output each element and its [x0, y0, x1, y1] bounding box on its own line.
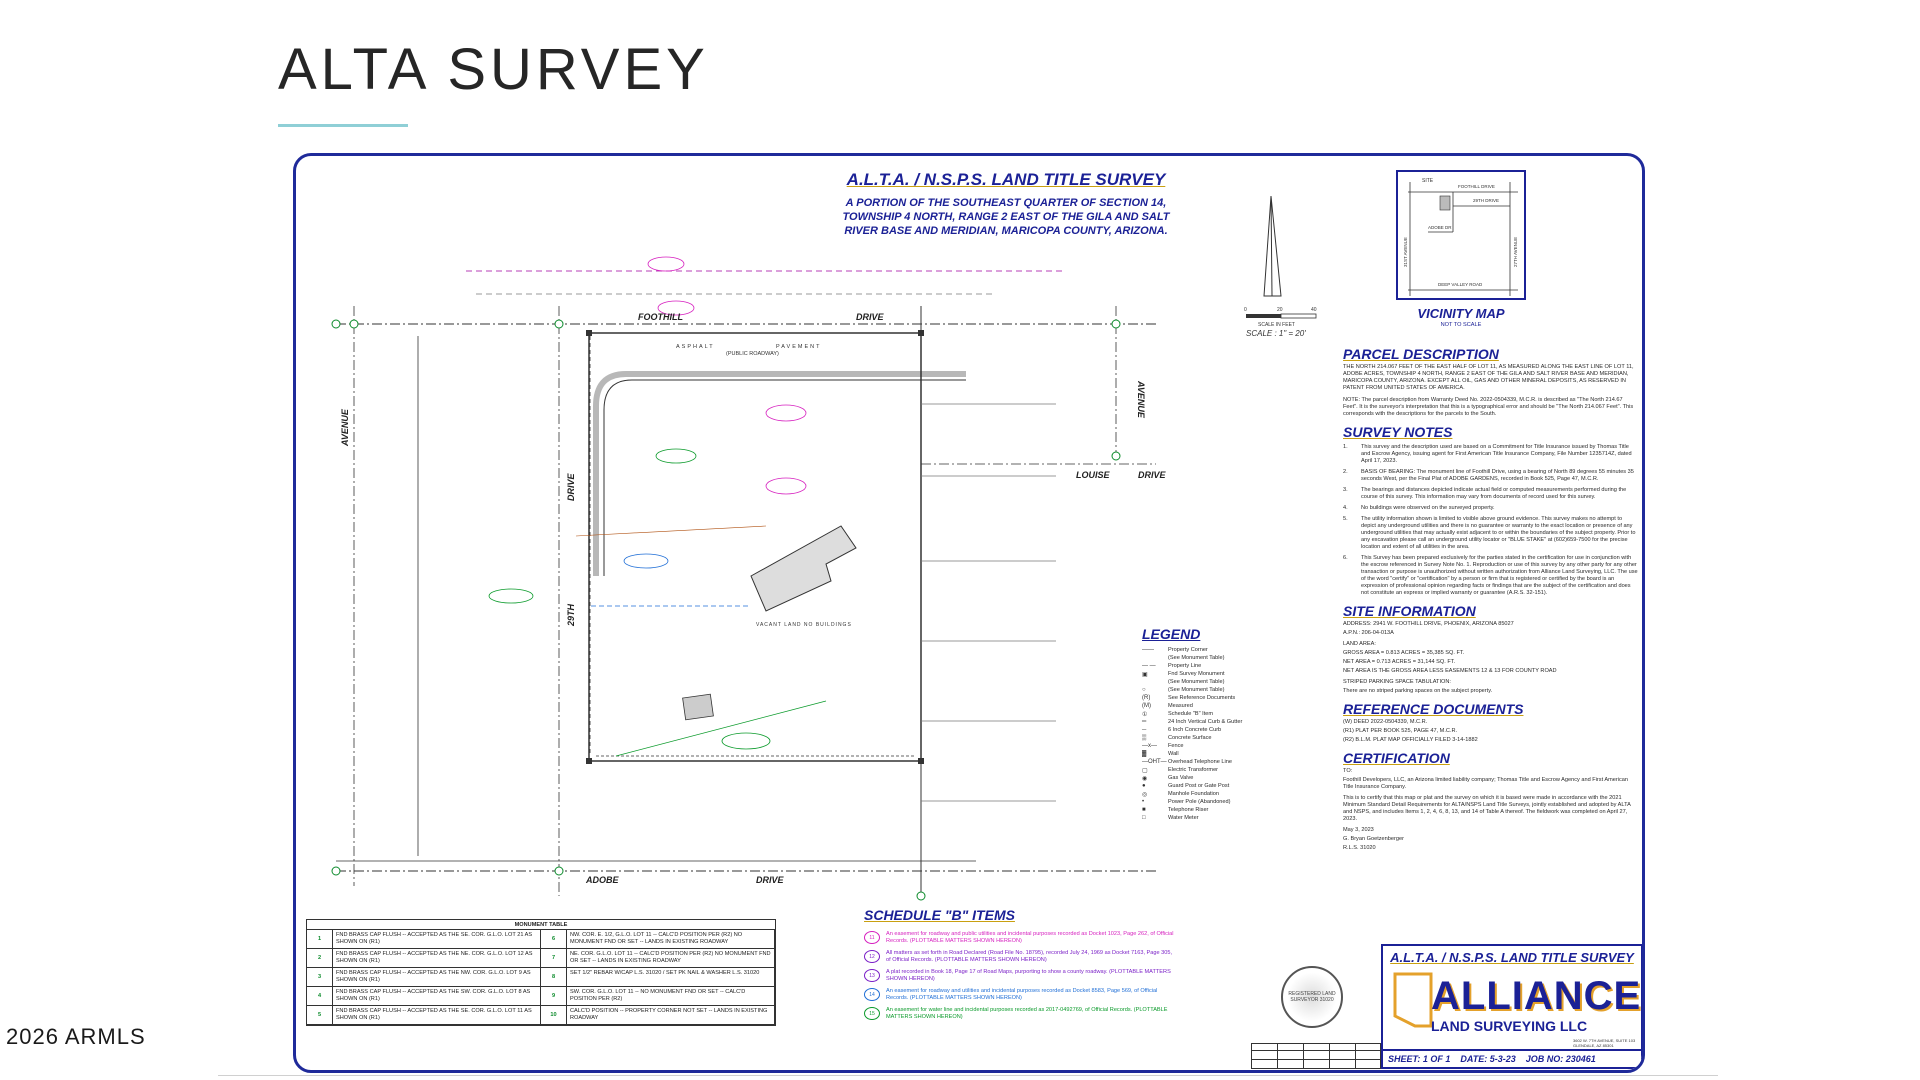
- vicinity-subtitle: NOT TO SCALE: [1440, 322, 1482, 328]
- legend-item: [1142, 774, 1342, 782]
- legend-item: [1142, 710, 1342, 718]
- schedule-b-text: An easement for roadway and public utilities and incidental purposes recorded as Docket 1023, Page 262, of Official Records. (PLOTTABLE MATTERS SHOWN HEREON): [886, 931, 1174, 944]
- company-address: 3602 W. 7TH AVENUE, SUITE 103 GLENDALE, AZ 85301: [1573, 1038, 1636, 1048]
- surveyor-seal: [1281, 966, 1343, 1028]
- monument-desc: FND BRASS CAP FLUSH -- ACCEPTED AS THE NW. COR. G.L.O. LOT 9 AS SHOWN ON (R1): [333, 968, 541, 987]
- legend-label: Overhead Telephone Line: [1168, 759, 1232, 765]
- legend-title: LEGEND: [1142, 626, 1201, 642]
- survey-note-number: 5.: [1343, 516, 1348, 522]
- concrete-pad: [751, 526, 856, 611]
- monument-id: 1: [307, 930, 333, 949]
- legend-item: [1142, 742, 1342, 750]
- green-easement-line: [616, 701, 826, 756]
- schedule-b-id: 14: [864, 988, 880, 1001]
- title-block-title: A.L.T.A. / N.S.P.S. LAND TITLE SURVEY: [1390, 950, 1634, 965]
- legend-symbol: ○: [1142, 687, 1146, 693]
- site-information-title: SITE INFORMATION: [1343, 603, 1476, 619]
- legend-item: [1142, 646, 1342, 654]
- legend-label: See Reference Documents: [1168, 695, 1236, 701]
- survey-note-text: This Survey has been prepared exclusively for the parties stated in the certification for use in conjunction with the escrow referenced in Survey Note No. 1. Reproduction or use of this survey by any other party for any other transaction or purpose is unauthorized without written authorization from Alliance Land Surveying, LLC. The use of the word "certify" or "certification" by a person or firm that is registered or certified by the board is an expression of professional opinion regarding facts or findings that are the subject of the certification and does not constitute an express or implied warranty or guarantee (A.R.S. 32-151).: [1361, 555, 1638, 596]
- parcel-corners: [586, 330, 924, 764]
- copyright-watermark: 2026 ARMLS: [2, 1024, 150, 1050]
- schedule-b-item: [864, 931, 1174, 945]
- schedule-b-text: A plat recorded in Book 18, Page 17 of Road Maps, purporting to show a county roadway. (PLOTTABLE MATTERS SHOWN HEREON): [886, 969, 1171, 982]
- legend-label: Measured: [1168, 703, 1193, 709]
- legend-label: Schedule "B" Item: [1168, 711, 1214, 717]
- survey-note-number: 3.: [1343, 487, 1348, 493]
- survey-note: [1343, 469, 1638, 483]
- legend-label: (See Monument Table): [1168, 655, 1225, 661]
- monument-id: 4: [307, 987, 333, 1006]
- legend-label: Fence: [1168, 743, 1184, 749]
- scale-tick-20: 20: [1277, 307, 1283, 313]
- legend-list: [1142, 646, 1342, 822]
- street-label-foothill: FOOTHILL: [638, 312, 683, 322]
- monument-id: 2: [307, 949, 333, 968]
- legend-symbol: (R): [1142, 695, 1151, 701]
- vicinity-label-adobe: ADOBE DR: [1428, 225, 1452, 230]
- survey-note: [1343, 487, 1638, 501]
- site-parking-label: STRIPED PARKING SPACE TABULATION:: [1343, 679, 1451, 685]
- vicinity-label-29th: 29TH DRIVE: [1473, 198, 1500, 203]
- survey-note-text: BASIS OF BEARING: The monument line of Foothill Drive, using a bearing of North 89 degrees 55 minutes 35 seconds West, per the Final Plat of ADOBE GARDENS, recorded in Book 525, Page 47, M.C.R.: [1361, 469, 1634, 482]
- title-block-footer: [1383, 1049, 1641, 1067]
- monument-desc: CALC'D POSITION -- PROPERTY CORNER NOT SET -- LANDS IN EXISTING ROADWAY: [567, 1006, 775, 1025]
- notes-column: [1343, 340, 1638, 852]
- schedule-b-item: [864, 988, 1174, 1002]
- survey-note-number: 1.: [1343, 444, 1348, 450]
- monument-desc: NW. COR. E. 1/2, G.L.O. LOT 11 -- CALC'D POSITION PER (R2) NO MONUMENT FND OR SET -- LANDS IN EXISTING ROADWAY: [567, 930, 775, 949]
- schedule-b-text: An easement for water line and incidental purposes recorded as 2017-0492769, of Official Records. (PLOTTABLE MATTERS SHOWN HEREON): [886, 1007, 1168, 1020]
- legend-item: [1142, 678, 1342, 686]
- monument-desc: FND BRASS CAP FLUSH -- ACCEPTED AS THE SE. COR. G.L.O. LOT 21 AS SHOWN ON (R1): [333, 930, 541, 949]
- legend-item: [1142, 798, 1342, 806]
- site-net-area: NET AREA = 0.713 ACRES = 31,144 SQ. FT.: [1343, 659, 1456, 665]
- legend-label: 6 Inch Concrete Curb: [1168, 727, 1222, 733]
- certification-to: TO:: [1343, 768, 1353, 774]
- survey-note-text: The utility information shown is limited to visible above ground evidence. This survey makes no attempt to depict any underground utilities and there is no guarantee or warranty to the exact location or presence of any underground utilities that may actually exist adjacent to or within the boundaries of the subject property. Prior to any excavation please call an underground utility locator or "BLUE STAKE" at (602)659-7500 for the precise location and extent of all utilities in the area.: [1361, 516, 1636, 550]
- site-parking: There are no striped parking spaces on the subject property.: [1343, 688, 1493, 694]
- legend-symbol: (M): [1142, 703, 1151, 709]
- survey-subtitle-3: RIVER BASE AND MERIDIAN, MARICOPA COUNTY, ARIZONA.: [844, 225, 1168, 237]
- legend-item: [1142, 694, 1342, 702]
- monument-desc: NE. COR. G.L.O. LOT 11 -- CALC'D POSITION PER (R2) NO MONUMENT FND OR SET -- LANDS IN EXISTING ROADWAY: [567, 949, 775, 968]
- survey-notes-title: SURVEY NOTES: [1343, 424, 1453, 440]
- legend-label: Fnd Survey Monument: [1168, 671, 1225, 677]
- legend-symbol: —OHT—: [1142, 759, 1167, 765]
- monument-table: [306, 919, 776, 1026]
- certification-date: May 3, 2023: [1343, 827, 1374, 833]
- legend-item: [1142, 654, 1342, 662]
- parcel-description-title: PARCEL DESCRIPTION: [1343, 346, 1499, 362]
- legend-symbol: •: [1142, 799, 1145, 805]
- legend-symbol: ①: [1142, 711, 1148, 718]
- legend-symbol: ◎: [1142, 791, 1148, 798]
- site-apn: A.P.N.: 206-04-013A: [1343, 630, 1394, 636]
- legend-symbol: — —: [1142, 663, 1156, 669]
- certification-text: This is to certify that this map or plat and the survey on which it is based were made in accordance with the 2021 Minimum Standard Detail Requirements for ALTA/NSPS Land Title Surveys, jointly established and adopted by ALTA and NSPS, and includes Items 1, 2, 4, 6, 8, 13, and 14 of Table A thereof. The fieldwork was completed on April 27, 2023.: [1343, 795, 1631, 822]
- schedule-b-id: 15: [864, 1007, 880, 1020]
- survey-subtitle-1: A PORTION OF THE SOUTHEAST QUARTER OF SECTION 14,: [845, 197, 1167, 209]
- legend-item: [1142, 790, 1342, 798]
- legend-label: Water Meter: [1168, 815, 1199, 821]
- legend-item: [1142, 806, 1342, 814]
- parcel-description-text: THE NORTH 214.067 FEET OF THE EAST HALF OF LOT 11, AS MEASURED ALONG THE EAST LINE OF LOT 11, ADOBE ACRES, TOWNSHIP 4 NORTH, RANGE 2 EAST OF THE GILA AND SALT RIVER BASE AND MERIDIAN, MARICOPA COUNTY, ARIZONA. EXCEPT ALL OIL, GAS AND OTHER MINERAL DEPOSITS, AS RESERVED IN PATENT FROM UNITED STATES OF AMERICA.: [1343, 364, 1634, 391]
- vicinity-map: [1396, 170, 1526, 300]
- site-net-note: NET AREA IS THE GROSS AREA LESS EASEMENTS 12 & 13 FOR COUNTY ROAD: [1343, 668, 1557, 674]
- small-concrete-pad: [683, 694, 714, 720]
- survey-subtitle-2: TOWNSHIP 4 NORTH, RANGE 2 EAST OF THE GILA AND SALT: [842, 211, 1170, 223]
- company-brand-sub: LAND SURVEYING LLC: [1431, 1018, 1588, 1034]
- sheet-number: SHEET: 1 OF 1: [1388, 1054, 1451, 1064]
- monument-id: 10: [541, 1006, 567, 1025]
- vicinity-label-27th: 27TH AVENUE: [1513, 236, 1518, 267]
- street-label-29th: 29TH: [566, 603, 576, 626]
- legend-item: [1142, 702, 1342, 710]
- legend-symbol: ▓: [1142, 751, 1147, 757]
- legend-item: [1142, 686, 1342, 694]
- scale-label: SCALE IN FEET: [1258, 322, 1295, 328]
- legend-label: Telephone Riser: [1168, 807, 1209, 813]
- legend-label: Property Line: [1168, 663, 1202, 669]
- north-arrow: [1264, 196, 1281, 296]
- certification-surveyor: G. Bryan Goetzenberger: [1343, 836, 1404, 842]
- legend-label: Guard Post or Gate Post: [1168, 783, 1230, 789]
- schedule-b-list: [864, 926, 1174, 1021]
- reference-document: (R2) B.L.M. PLAT MAP OFFICIALLY FILED 3-14-1882: [1343, 737, 1478, 743]
- monument-id: 3: [307, 968, 333, 987]
- street-label-adobe: ADOBE: [586, 875, 619, 885]
- scale-value: SCALE : 1" = 20': [1246, 329, 1306, 338]
- survey-note-text: The bearings and distances depicted indicate actual field or computed measurements performed during the course of this survey. This information may vary from documents of record used for this survey.: [1361, 487, 1627, 500]
- legend-symbol: ▣: [1142, 671, 1148, 678]
- legend-symbol: ●: [1142, 783, 1146, 789]
- legend-symbol: ■: [1142, 807, 1146, 813]
- monument-desc: SET 1/2" REBAR W/CAP L.S. 31020 / SET PK NAIL & WASHER L.S. 31020: [567, 968, 775, 987]
- legend-label: Gas Valve: [1168, 775, 1194, 781]
- legend-label: (See Monument Table): [1168, 687, 1225, 693]
- survey-note: [1343, 444, 1638, 465]
- parcel-boundary: [589, 333, 921, 761]
- bottom-rule: [218, 1075, 1718, 1076]
- legend-symbol: —x—: [1142, 743, 1157, 749]
- property-corners: [332, 320, 1120, 900]
- survey-note-text: This survey and the description used are based on a Commitment for Title Insurance issued by Thomas Title and Escrow Agency, issuing agent for First American Title Insurance Company, File Number 1235714Z, dated April 17, 2023.: [1361, 444, 1632, 464]
- legend-item: [1142, 782, 1342, 790]
- vicinity-label-deep-valley: DEEP VALLEY ROAD: [1438, 282, 1483, 287]
- legend-symbol: ▒: [1142, 735, 1147, 741]
- legend-symbol: ▢: [1142, 767, 1148, 774]
- schedule-b-item: [864, 969, 1174, 983]
- scale-tick-0: 0: [1244, 307, 1247, 313]
- surveyor-seal-text: REGISTERED LAND SURVEYOR 31020: [1288, 991, 1336, 1003]
- page-title: ALTA SURVEY: [278, 37, 709, 102]
- schedule-b-item: [864, 1007, 1174, 1021]
- monument-id: 6: [541, 930, 567, 949]
- legend-label: (See Monument Table): [1168, 679, 1225, 685]
- legend-label: Manhole Foundation: [1168, 791, 1220, 797]
- legend-label: Concrete Surface: [1168, 735, 1212, 741]
- title-underline: [278, 124, 408, 127]
- schedule-b-id: 11: [864, 931, 880, 944]
- legend-item: [1142, 718, 1342, 726]
- scale-tick-40: 40: [1311, 307, 1317, 313]
- legend-label: Property Corner: [1168, 647, 1208, 653]
- monument-id: 8: [541, 968, 567, 987]
- vicinity-map-drawing: [1398, 172, 1524, 298]
- street-label-avenue: AVENUE: [340, 409, 350, 446]
- company-brand: ALLIANCE: [1431, 974, 1642, 1018]
- legend-item: [1142, 814, 1342, 822]
- street-label-louise-drive: DRIVE: [1138, 470, 1166, 480]
- legend-symbol: ═: [1142, 719, 1147, 725]
- legend-item: [1142, 670, 1342, 678]
- legend-item: [1142, 758, 1342, 766]
- survey-sheet: [293, 153, 1645, 1073]
- certification-parties: Foothill Developers, LLC, an Arizona limited liability company; Thomas Title and Escrow Agency and First American Title Insurance Company.: [1343, 777, 1628, 790]
- certification-title: CERTIFICATION: [1343, 750, 1450, 766]
- monument-desc: FND BRASS CAP FLUSH -- ACCEPTED AS THE SE. COR. G.L.O. LOT 11 AS SHOWN ON (R1): [333, 1006, 541, 1025]
- certification-rls: R.L.S. 31020: [1343, 845, 1376, 851]
- legend-label: 24 Inch Vertical Curb & Gutter: [1168, 719, 1243, 725]
- monument-desc: SW. COR. G.L.O. LOT 11 -- NO MONUMENT FND OR SET -- CALC'D POSITION PER (R2): [567, 987, 775, 1006]
- legend-item: [1142, 734, 1342, 742]
- asphalt-curb: [596, 374, 966, 576]
- street-label-foothill-drive: DRIVE: [856, 312, 884, 322]
- legend-symbol: ─: [1142, 727, 1147, 733]
- legend-item: [1142, 766, 1342, 774]
- schedule-b-text: An easement for roadway and utilities and incidental purposes recorded as Docket 8583, Page 569, of Official Records. (PLOTTABLE MATTERS SHOWN HEREON): [886, 988, 1158, 1001]
- street-label-louise: LOUISE: [1076, 470, 1110, 480]
- schedule-b-id: 13: [864, 969, 880, 982]
- reference-document: (W) DEED 2022-0504339, M.C.R.: [1343, 719, 1428, 725]
- schedule-b-text: All matters as set forth in Road Declared (Road File No. 18795), recorded July 24, 1969 as Docket 7163, Page 305, of Official Records. (PLOTTABLE MATTERS SHOWN HEREON): [886, 950, 1173, 963]
- reference-document: (R1) PLAT PER BOOK 525, PAGE 47, M.C.R.: [1343, 728, 1458, 734]
- schedule-b-id: 12: [864, 950, 880, 963]
- survey-note-text: No buildings were observed on the surveyed property.: [1361, 505, 1495, 511]
- survey-note-number: 2.: [1343, 469, 1348, 475]
- sheet-date: DATE: 5-3-23: [1460, 1054, 1516, 1064]
- monument-id: 7: [541, 949, 567, 968]
- monument-desc: FND BRASS CAP FLUSH -- ACCEPTED AS THE SW. COR. G.L.O. LOT 8 AS SHOWN ON (R1): [333, 987, 541, 1006]
- monument-table-title: MONUMENT TABLE: [307, 920, 775, 930]
- schedule-b-title: SCHEDULE "B" ITEMS: [864, 907, 1015, 923]
- label-public-roadway: (PUBLIC ROADWAY): [726, 351, 779, 357]
- survey-header: [786, 170, 1226, 238]
- site-address: ADDRESS: 2941 W. FOOTHILL DRIVE, PHOENIX, ARIZONA 85027: [1343, 621, 1514, 627]
- legend-label: Wall: [1168, 751, 1179, 757]
- arizona-state-icon: [1391, 972, 1435, 1028]
- revision-grid: [1251, 1043, 1381, 1069]
- monument-id: 5: [307, 1006, 333, 1025]
- street-label-avenue-east: AVENUE: [1136, 381, 1146, 418]
- scale-bar: [1246, 314, 1316, 318]
- schedule-b-callouts: [489, 257, 806, 749]
- lot-lines-east: [921, 404, 1056, 801]
- legend-symbol: ◉: [1142, 775, 1148, 782]
- label-asphalt: ASPHALT: [676, 344, 715, 350]
- site-gross-area: GROSS AREA = 0.813 ACRES = 35,385 SQ. FT.: [1343, 650, 1465, 656]
- survey-note-number: 4.: [1343, 505, 1348, 511]
- legend-label: Electric Transformer: [1168, 767, 1219, 773]
- survey-note: [1343, 516, 1638, 551]
- title-block: [1381, 944, 1643, 1069]
- schedule-b-item: [864, 950, 1174, 964]
- legend-item: [1142, 750, 1342, 758]
- parcel-description-note: NOTE: The parcel description from Warranty Deed No. 2022-0504339, M.C.R. is described as "The North 214.67 Feet". It is the surveyor's interpretation that this is a typographical error and should be "The North 214.067 Feet". This corresponds with the descriptions for the parcels to the South.: [1343, 397, 1634, 417]
- street-label-29th-drive: DRIVE: [566, 473, 576, 501]
- legend-symbol: ——: [1142, 647, 1154, 653]
- legend-item: [1142, 726, 1342, 734]
- survey-note-number: 6.: [1343, 555, 1348, 561]
- job-number: JOB NO: 230461: [1525, 1054, 1596, 1064]
- vicinity-title: VICINITY MAP: [1417, 306, 1505, 321]
- monument-desc: FND BRASS CAP FLUSH -- ACCEPTED AS THE NE. COR. G.L.O. LOT 12 AS SHOWN ON (R1): [333, 949, 541, 968]
- legend-symbol: □: [1142, 815, 1146, 821]
- survey-note: [1343, 505, 1638, 512]
- legend-label: Power Pole (Abandoned): [1168, 799, 1231, 805]
- reference-documents-title: REFERENCE DOCUMENTS: [1343, 701, 1524, 717]
- legend-item: [1142, 662, 1342, 670]
- survey-title: A.L.T.A. / N.S.P.S. LAND TITLE SURVEY: [846, 170, 1166, 189]
- label-pavement: PAVEMENT: [776, 344, 822, 350]
- site-land-area-label: LAND AREA:: [1343, 641, 1376, 647]
- vicinity-label-site: SITE: [1422, 178, 1434, 184]
- street-label-adobe-drive: DRIVE: [756, 875, 784, 885]
- survey-note: [1343, 555, 1638, 597]
- vicinity-label-foothill: FOOTHILL DRIVE: [1458, 184, 1495, 189]
- company-logo: [1391, 972, 1642, 1034]
- vicinity-label-31st: 31ST AVENUE: [1403, 237, 1408, 267]
- monument-id: 9: [541, 987, 567, 1006]
- label-vacant: VACANT LAND NO BUILDINGS: [756, 622, 852, 628]
